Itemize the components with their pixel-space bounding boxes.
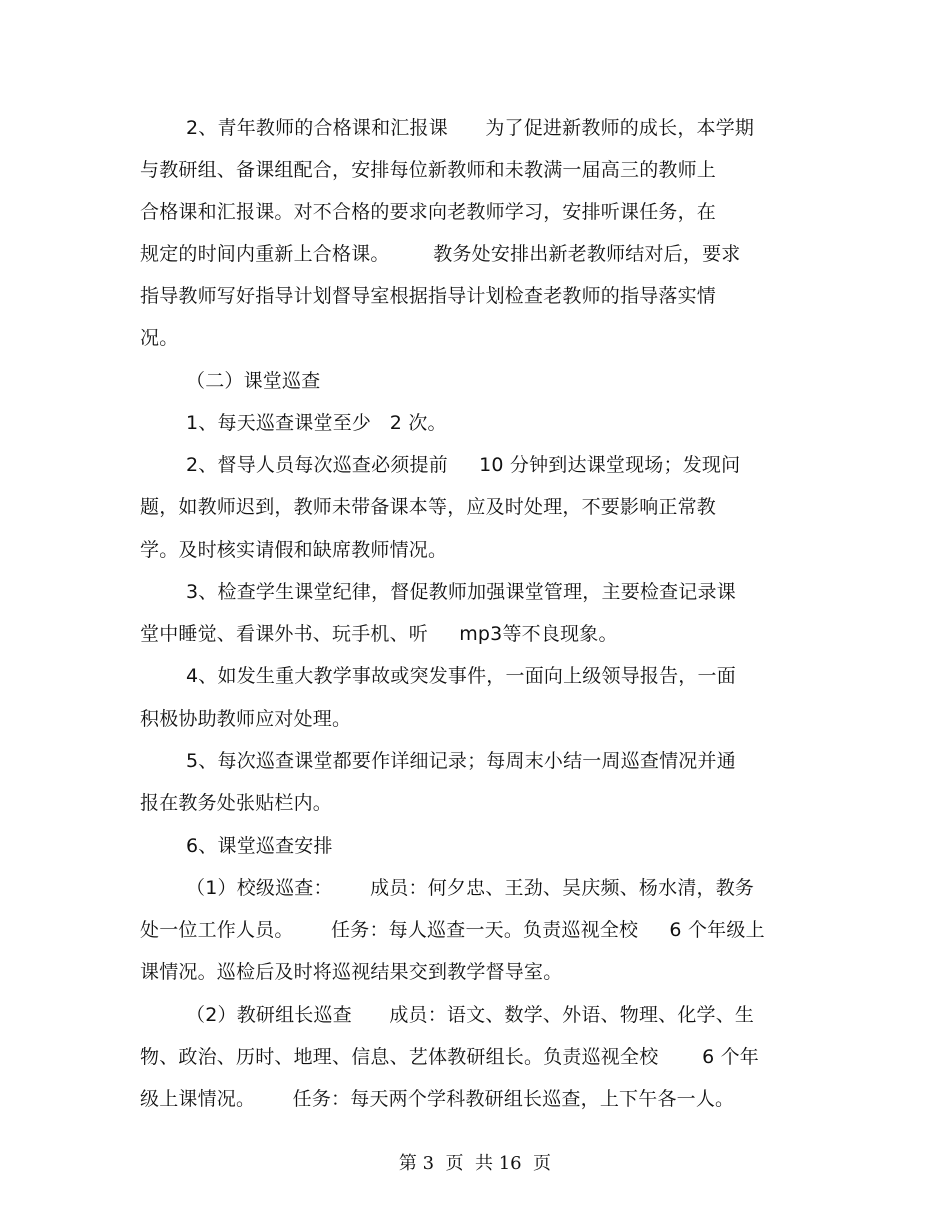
paragraph-line: 级上课情况。 任务：每天两个学科教研组长巡查，上下午各一人。 <box>140 1088 735 1110</box>
paragraph-line: 规定的时间内重新上合格课。 教务处安排出新老教师结对后，要求 <box>140 243 741 265</box>
paragraph-line: 6、课堂巡查安排 <box>186 835 333 857</box>
paragraph-line: 况。 <box>140 327 179 349</box>
paragraph-line: 1、每天巡查课堂至少 2 次。 <box>186 412 447 434</box>
paragraph-line: 2、督导人员每次巡查必须提前 10 分钟到达课堂现场；发现问 <box>186 454 741 476</box>
paragraph-line: 堂中睡觉、看课外书、玩手机、听 mp3等不良现象。 <box>140 623 618 645</box>
page-number-footer: 第 3 页 共 16 页 <box>398 1153 552 1174</box>
paragraph-line: 积极协助教师应对处理。 <box>140 708 352 730</box>
paragraph-line: 课情况。巡检后及时将巡视结果交到教学督导室。 <box>140 961 563 983</box>
paragraph-line: 3、检查学生课堂纪律，督促教师加强课堂管理，主要检查记录课 <box>186 581 736 603</box>
paragraph-line: 报在教务处张贴栏内。 <box>140 792 333 814</box>
paragraph-line: 学。及时核实请假和缺席教师情况。 <box>140 539 448 561</box>
paragraph-line: （2）教研组长巡查 成员：语文、数学、外语、物理、化学、生 <box>186 1004 755 1026</box>
paragraph-line: 合格课和汇报课。对不合格的要求向老教师学习，安排听课任务，在 <box>140 201 717 223</box>
paragraph-line: 与教研组、备课组配合，安排每位新教师和未教满一届高三的教师上 <box>140 159 717 181</box>
paragraph-line: （1）校级巡查： 成员：何夕忠、王劲、吴庆频、杨水清，教务 <box>186 877 755 899</box>
paragraph-line: 处一位工作人员。 任务：每人巡查一天。负责巡视全校 6 个年级上 <box>140 919 765 941</box>
paragraph-line: 题，如教师迟到，教师未带备课本等，应及时处理，不要影响正常教 <box>140 496 717 518</box>
paragraph-line: 5、每次巡查课堂都要作详细记录；每周末小结一周巡查情况并通 <box>186 750 736 772</box>
paragraph-line: 2、青年教师的合格课和汇报课 为了促进新教师的成长，本学期 <box>186 117 755 139</box>
section-heading: （二）课堂巡查 <box>186 370 321 392</box>
paragraph-line: 物、政治、历时、地理、信息、艺体教研组长。负责巡视全校 6 个年 <box>140 1046 760 1068</box>
paragraph-line: 指导教师写好指导计划督导室根据指导计划检查老教师的指导落实情 <box>140 285 717 307</box>
paragraph-line: 4、如发生重大教学事故或突发事件，一面向上级领导报告，一面 <box>186 665 736 687</box>
